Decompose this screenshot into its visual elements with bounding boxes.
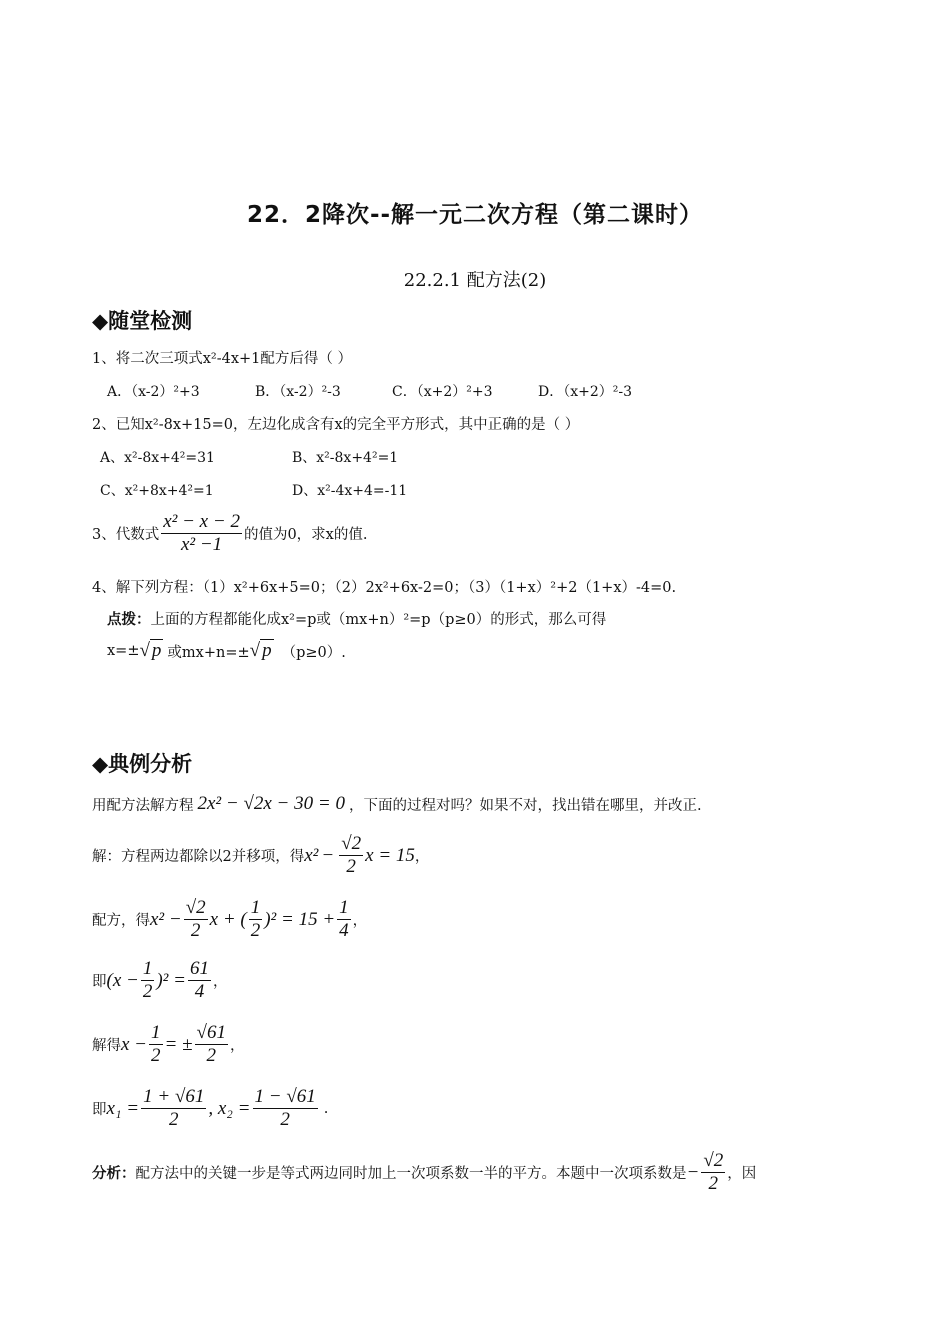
step1-num: √2 <box>341 833 362 854</box>
q3-prefix: 3、代数式 <box>92 527 160 543</box>
analysis-label: 分析： <box>92 1166 136 1182</box>
q3-denominator: x² −1 <box>180 534 223 555</box>
step5-den-2: 2 <box>280 1109 290 1130</box>
step4-num: √61 <box>196 1022 226 1043</box>
step4-end: ， <box>229 1038 245 1054</box>
step1-text: 解：方程两边都除以2并移项，得 <box>92 849 305 865</box>
q2-option-a: A、x²-8x+4²=31 <box>100 450 215 466</box>
page-subtitle: 22.2.1 配方法(2) <box>403 270 547 291</box>
step3-half-den: 2 <box>142 981 153 1002</box>
step3-a: (x − <box>106 969 139 991</box>
step2-half-num: 1 <box>250 897 261 918</box>
step5-frac-1 <box>141 1086 206 1131</box>
step5-x2: , x₂ = <box>208 1097 251 1119</box>
hint-line-1 <box>107 608 606 629</box>
step2-frac-quarter <box>337 897 351 942</box>
analysis-fraction <box>701 1150 725 1195</box>
analysis-num: √2 <box>703 1150 724 1171</box>
step2-den-1: 2 <box>190 920 201 941</box>
step5-end: . <box>323 1100 329 1117</box>
hint-x-eq: x=± <box>107 643 140 659</box>
q2-option-b: B、x²-8x+4²=1 <box>292 450 399 466</box>
question-1: 1、将二次三项式x²-4x+1配方后得（ ） <box>92 351 353 367</box>
solution-step-4 <box>92 1022 244 1067</box>
step3-text: 即 <box>92 974 107 990</box>
analysis-den: 2 <box>708 1173 719 1194</box>
step4-half-num: 1 <box>151 1022 161 1043</box>
step4-frac-half <box>149 1022 163 1067</box>
step2-half-den: 2 <box>250 920 261 941</box>
analysis-neg: − <box>686 1161 700 1183</box>
step5-frac-2 <box>253 1086 318 1131</box>
step3-frac-half <box>141 958 155 1003</box>
example-question: ，下面的过程对吗？如果不对，找出错在哪里，并改正. <box>348 797 702 814</box>
q3-numerator: x² − x − 2 <box>163 511 240 532</box>
step1-den: 2 <box>346 856 356 877</box>
hint-condition: （p≥0）. <box>281 644 346 661</box>
example-equation: 2x² − √2x − 30 = 0 <box>197 793 345 814</box>
q2-option-d: D、x²-4x+4=-11 <box>292 483 408 499</box>
step2-q-den: 4 <box>339 920 349 941</box>
sqrt-p: √ p <box>139 640 162 661</box>
step4-b: = ± <box>164 1033 193 1055</box>
step5-text: 即 <box>92 1102 107 1118</box>
example-intro: 用配方法解方程 <box>92 797 194 814</box>
step1-x2: x² <box>304 844 319 866</box>
section-heading-example: ◆典例分析 <box>92 752 193 776</box>
step5-x1: x₁ = <box>106 1097 140 1119</box>
step2-b: x + ( <box>209 908 247 930</box>
analysis-text: 配方法中的关键一步是等式两边同时加上一次项系数一半的平方。本题中一次项系数是 <box>135 1166 687 1182</box>
solution-step-1: 解：方程两边都除以2并移项，得 x² − $\frac{√2}{2}$ x = 15 ， <box>92 833 430 877</box>
step4-a: x − <box>121 1033 148 1055</box>
q3-fraction <box>161 511 242 556</box>
example-problem <box>92 793 702 815</box>
step2-q-num: 1 <box>339 897 349 918</box>
question-4: 4、解下列方程：（1）x²+6x+5=0；（2）2x²+6x-2=0；（3）（1+x）²+2（1+x）-4=0. <box>92 580 677 596</box>
step1-tail: x = 15 <box>365 844 415 866</box>
page-title: 22．2降次--解一元二次方程（第二课时） <box>246 202 704 228</box>
q1-option-a: A．（x-2）²+3 <box>107 384 200 400</box>
step3-frac-rhs <box>188 958 211 1003</box>
hint-line-2 <box>107 640 346 662</box>
step2-a: x² − <box>150 908 182 930</box>
question-3 <box>92 511 367 556</box>
section-heading-practice: ◆随堂检测 <box>92 309 193 333</box>
step2-frac-half <box>249 897 263 942</box>
step5-num-2: 1 − √61 <box>254 1086 316 1107</box>
step4-half-den: 2 <box>151 1045 161 1066</box>
step5-den-1: 2 <box>169 1109 179 1130</box>
step2-frac-1 <box>184 897 208 942</box>
step2-end: ， <box>352 913 368 929</box>
step2-text: 配方，得 <box>92 913 150 929</box>
step3-b: )² = <box>156 969 186 991</box>
solution-step-2 <box>92 897 367 942</box>
step2-num-1: √2 <box>185 897 206 918</box>
step3-end: ， <box>212 974 228 990</box>
step1-end: ， <box>414 849 430 865</box>
question-2: 2、已知x²-8x+15=0，左边化成含有x的完全平方形式，其中正确的是（ ） <box>92 417 580 433</box>
solution-step-3 <box>92 958 227 1003</box>
hint-label: 点拨： <box>107 612 151 628</box>
q3-suffix: 的值为0，求x的值. <box>243 527 368 543</box>
solution-step-5 <box>92 1086 328 1131</box>
step5-num-1: 1 + √61 <box>143 1086 205 1107</box>
sqrt-p-2: √ p <box>249 640 272 661</box>
q1-option-b: B．（x-2）²-3 <box>255 384 341 400</box>
q1-option-d: D．（x+2）²-3 <box>538 384 633 400</box>
step4-text: 解得 <box>92 1038 121 1054</box>
hint-text: 上面的方程都能化成x²=p或（mx+n）²=p（p≥0）的形式，那么可得 <box>150 612 607 628</box>
hint-or: 或mx+n=± <box>167 644 250 661</box>
step3-num: 61 <box>189 958 209 979</box>
q1-option-c: C．（x+2）²+3 <box>392 384 493 400</box>
step3-den: 4 <box>194 981 205 1002</box>
step1-fraction <box>339 833 363 878</box>
step2-c: )² = 15 + <box>264 908 336 930</box>
q2-option-c: C、x²+8x+4²=1 <box>100 483 214 499</box>
step4-frac-rhs <box>195 1022 228 1067</box>
step3-half-num: 1 <box>142 958 153 979</box>
analysis-end: ，因 <box>727 1166 757 1182</box>
analysis-paragraph <box>92 1150 756 1195</box>
step4-den: 2 <box>206 1045 216 1066</box>
